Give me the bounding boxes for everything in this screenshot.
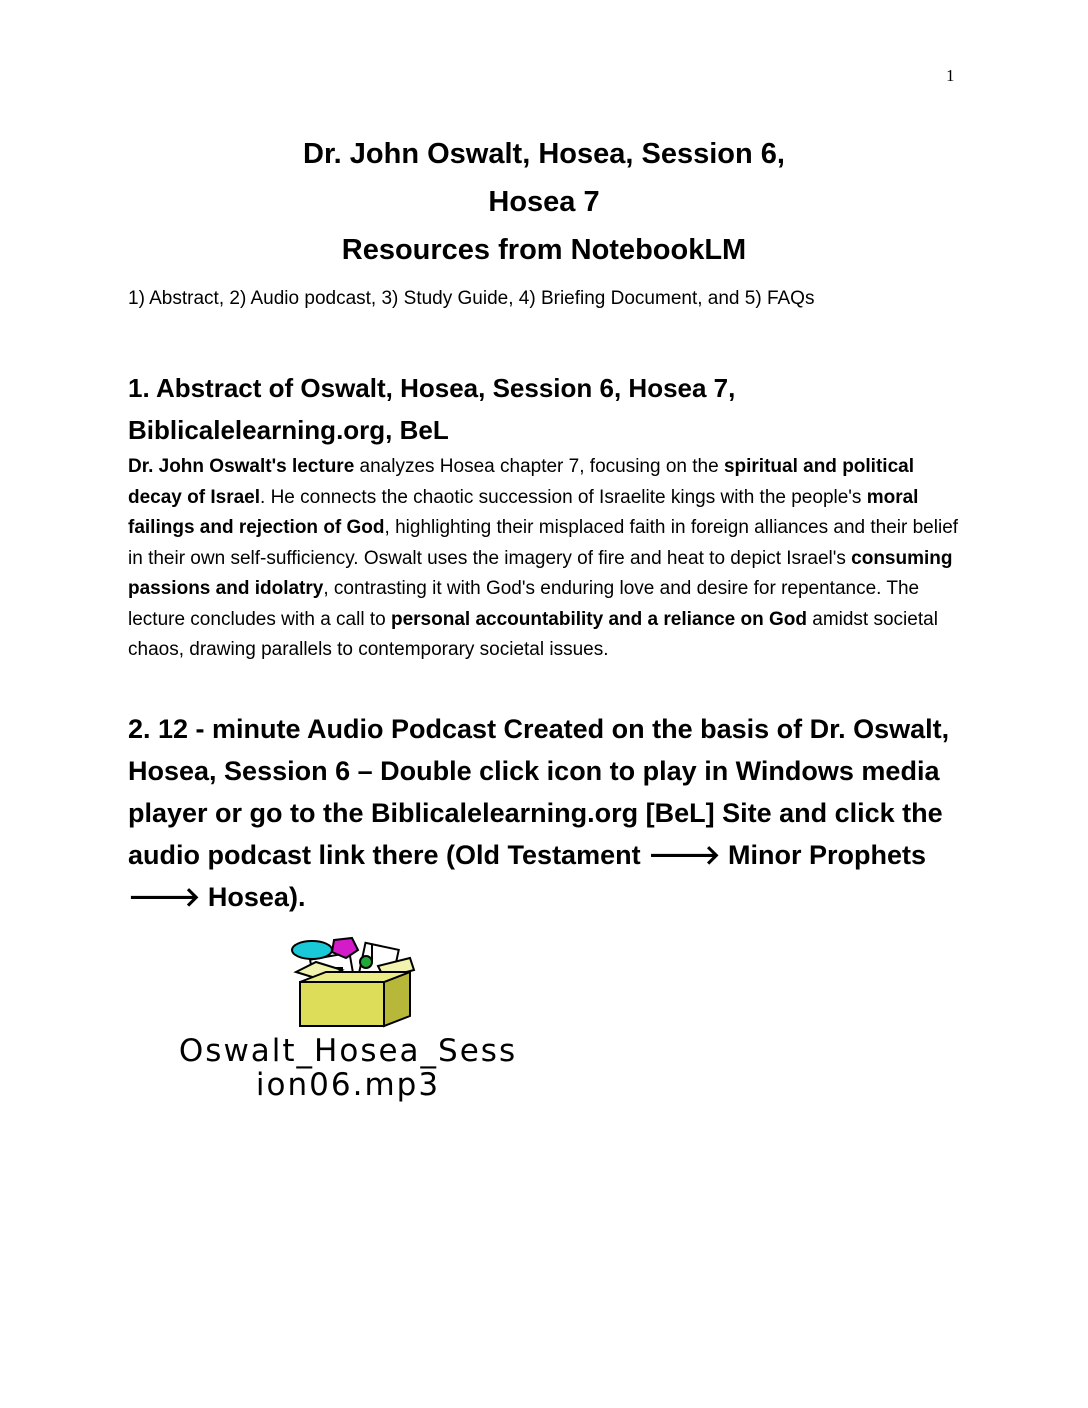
- abstract-text-4: . He connects the chaotic succession of Israelite kings with the people's: [260, 486, 867, 508]
- contents-list: 1) Abstract, 2) Audio podcast, 3) Study Guide, 4) Briefing Document, and 5) FAQs: [128, 288, 815, 309]
- abstract-bold-3: spiritual and political decay of Israel: [128, 456, 914, 508]
- document-title: [0, 130, 1088, 274]
- media-filename-line-1: Oswalt_Hosea_Sess: [178, 1033, 518, 1069]
- abstract-bold-5: moral failings and rejection of God: [128, 486, 919, 538]
- media-package-icon[interactable]: [282, 936, 422, 1028]
- section2-heading-part2: Minor Prophets: [720, 840, 927, 870]
- section2-heading-part1: 2. 12 - minute Audio Podcast Created on the basis of Dr. Oswalt, Hosea, Session 6 – Double click icon to play in Windows media player or go to the Biblicalelearning.org [BeL] Site and click the audio podcast link there (Old Testament: [128, 714, 950, 870]
- abstract-paragraph: [128, 452, 968, 666]
- title-line-1: Dr. John Oswalt, Hosea, Session 6,: [303, 138, 785, 170]
- abstract-text-8: , contrasting it with God's enduring love and desire for repentance. The lecture concludes with a call to: [128, 578, 920, 630]
- title-line-2: Hosea 7: [488, 186, 600, 218]
- media-filename-line-2: ion06.mp3: [255, 1067, 441, 1103]
- abstract-bold-1: Dr. John Oswalt's lecture: [128, 456, 355, 477]
- section2-heading-part3: Hosea).: [200, 882, 306, 912]
- title-line-3: Resources from NotebookLM: [341, 234, 747, 266]
- abstract-text-2: analyzes Hosea chapter 7, focusing on the: [354, 456, 724, 477]
- abstract-text-6: , highlighting their misplaced faith in foreign alliances and their belief in their own self-sufficiency. Oswalt uses the imagery of fire and heat to depict Israel's: [128, 517, 959, 569]
- abstract-bold-9: personal accountability and a reliance on God: [390, 608, 807, 630]
- media-filename-label[interactable]: [128, 1034, 568, 1102]
- section2-heading: [128, 708, 968, 918]
- page-number: 1: [946, 66, 955, 85]
- right-arrow-icon: 🡒: [648, 840, 721, 870]
- abstract-text-10: amidst societal chaos, drawing parallels to contemporary societal issues.: [128, 608, 938, 660]
- section1-heading: 1. Abstract of Oswalt, Hosea, Session 6, Hosea 7, Biblicalelearning.org, BeL: [128, 373, 736, 445]
- right-arrow-icon: 🡒: [128, 882, 201, 912]
- abstract-bold-7: consuming passions and idolatry: [128, 547, 953, 599]
